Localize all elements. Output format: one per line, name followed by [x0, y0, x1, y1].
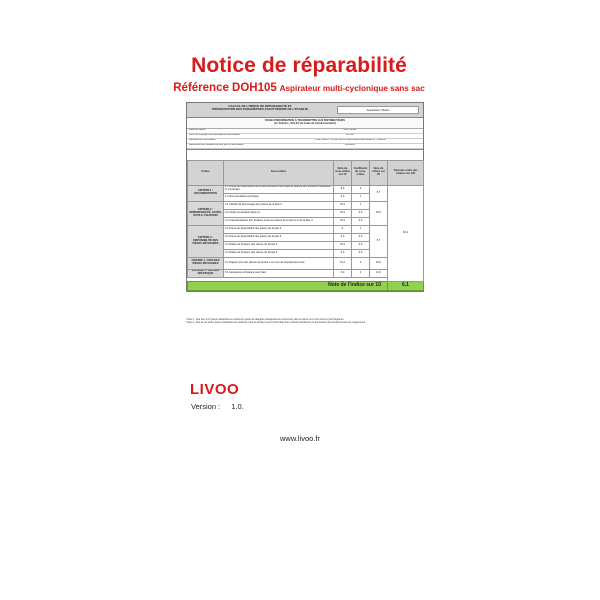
- fiche-info: [187, 118, 423, 129]
- sub-criterion-label: 5.1 Assistance à distance sans frais: [224, 269, 334, 277]
- header-critere: Critère: [188, 160, 224, 185]
- criteria-table: [187, 160, 424, 291]
- product-reference: Référence DOH105: [173, 82, 277, 94]
- header-coef: Coefficient du sous-critère: [352, 160, 370, 185]
- final-score-row: [188, 281, 424, 290]
- version-label: Version :: [191, 402, 221, 411]
- info-label: Date du calcul: [189, 128, 206, 131]
- sub-criterion-note: 10,0: [334, 209, 352, 217]
- version-value: 1.0.: [231, 402, 244, 411]
- sub-criterion-note: 0: [334, 225, 352, 233]
- sub-criterion-note: 10,0: [334, 257, 352, 269]
- sub-criterion-label: 3.1 Durée de disponibilité des pièces de la liste 2: [224, 225, 334, 233]
- sub-criterion-label: 1.2 Documentation technique: [224, 193, 334, 201]
- final-score-value: 6,1: [388, 281, 424, 290]
- sub-criterion-label: 1.1 Durée de disponibilité de la documentation technique et relative aux conseils d'utilisation et d'entretien: [224, 185, 334, 193]
- sub-criterion-note: 4,0: [334, 193, 352, 201]
- header-sous-critere: Sous-critère: [224, 160, 334, 185]
- final-score-label: Note de l'indice sur 10: [188, 281, 388, 290]
- total-score: 63,2: [388, 185, 424, 281]
- header-total: Total des notes des critères sur 100: [388, 160, 424, 185]
- criterion-name: CRITÈRE 3 : DISPONIBILITÉ DES PIÈCES DÉTACHÉES: [188, 225, 224, 257]
- footnote: *Liste 3 : liste de 10 autres pièces détachées au maximum hors de la liste 2 qui ont fait l'objet d'un contrôle fonctionnel ou directement au fonctionnement de l'équipement.: [186, 321, 366, 325]
- sub-criterion-coef: 2: [352, 185, 370, 193]
- info-value: 26/07/2022: [343, 128, 357, 131]
- sub-criterion-coef: 2: [352, 269, 370, 277]
- table-row: [188, 185, 424, 193]
- sub-criterion-coef: 1: [352, 193, 370, 201]
- calc-title: [187, 103, 333, 117]
- product-type: Aspirateur (filaire: [337, 106, 419, 114]
- info-value: DOH105: [344, 143, 356, 146]
- criterion-name: CRITÈRE 5 : CRITÈRE SPÉCIFIQUE: [188, 269, 224, 277]
- sub-criterion-coef: 2: [352, 257, 370, 269]
- sub-criterion-note: 2,0: [334, 233, 352, 241]
- sub-criterion-label: 2.2 Outils nécessaires (liste 2): [224, 209, 334, 217]
- criterion-name: CRITÈRE 1 : DOCUMENTATION: [188, 185, 224, 201]
- calc-title-line-2: PRÉSENTATION DES PARAMÈTRES AYANT PERMIS DE L'ÉTABLIR: [212, 107, 308, 112]
- fiche-line-2: (cf. Article L. 541-9-2 du Code de l'environnement): [274, 121, 336, 125]
- supplier-info: [187, 129, 423, 150]
- product-description: Aspirateur multi-cyclonique sans sac: [279, 84, 425, 93]
- sub-criterion-coef: 0,2: [352, 249, 370, 257]
- sub-criterion-label: 2.1 Facilité de démontage des pièces de la liste 2: [224, 201, 334, 209]
- sub-criterion-note: 6,0: [334, 269, 352, 277]
- sheet-header: [187, 103, 423, 118]
- criterion-name: CRITÈRE 4 : PRIX DES PIÈCES DÉTACHÉES: [188, 257, 224, 269]
- criterion-note: 5,7: [370, 225, 388, 257]
- info-value: LIVOO: [346, 133, 354, 136]
- info-row: [187, 144, 423, 149]
- reparability-sheet: [186, 102, 424, 292]
- header-note-sous: Note du sous-critère sur 10: [334, 160, 352, 185]
- criterion-name: CRITÈRE 2 : DÉMONTABILITÉ, ACCÈS, OUTILS, FIXATIONS: [188, 201, 224, 225]
- sub-criterion-label: 2.3 Caractéristiques des fixations entre les pièces de la liste 2 et de la liste 3: [224, 217, 334, 225]
- sub-criterion-coef: 0,5: [352, 217, 370, 225]
- criterion-note: 20,0: [370, 257, 388, 269]
- info-label: Adresse du fournisseur: [189, 138, 216, 141]
- footnotes: [186, 318, 422, 324]
- sub-criterion-note: 10,0: [334, 201, 352, 209]
- sub-criterion-coef: 0,5: [352, 233, 370, 241]
- sub-criterion-label: 3.2 Durée de disponibilité des pièces de la liste 3: [224, 233, 334, 241]
- criterion-note: 5,7: [370, 185, 388, 201]
- info-value: 1 rue Peclet - 87400 SAINT-LEONARD-DE-NOBLAT - France: [314, 138, 386, 141]
- website-link[interactable]: www.livoo.fr: [279, 434, 320, 443]
- criterion-note: 12,0: [370, 269, 388, 277]
- sub-criterion-coef: 0,5: [352, 209, 370, 217]
- sub-criterion-label: 3.3 Délais de livraison des pièces de la liste 2: [224, 241, 334, 249]
- criterion-note: 20,0: [370, 201, 388, 225]
- sub-criterion-note: 2,0: [334, 249, 352, 257]
- sub-criterion-note: 6,0: [334, 185, 352, 193]
- fiche-line-1: FICHE D'INFORMATION À TRANSMETTRE AUX DISTRIBUTEURS: [265, 119, 345, 122]
- footnote: *Liste 2 : liste des 3 à 5 pièces détachées au maximum (selon la catégorie d'équipements concernée) dont le panne ou le bris sont les plus fréquents.: [186, 318, 345, 321]
- version-info: [191, 402, 244, 411]
- livoo-logo: LIVOO: [190, 381, 240, 398]
- calc-title-line-1: CALCUL DE L'INDICE DE RÉPARABILITÉ ET: [228, 104, 292, 108]
- header-note-critere: Note du critère sur 20: [370, 160, 388, 185]
- info-label: Référence du modèle donnée par le fournisseur: [189, 143, 244, 146]
- sub-criterion-label: 3.4 Délais de livraison des pièces de la liste 3: [224, 249, 334, 257]
- sub-criterion-coef: 1: [352, 225, 370, 233]
- sub-criterion-note: 10,0: [334, 217, 352, 225]
- page-subtitle: [158, 82, 440, 94]
- info-label: Nom ou marque commerciale du fournisseur: [189, 133, 241, 136]
- sub-criterion-note: 10,0: [334, 241, 352, 249]
- sub-criterion-coef: 0,5: [352, 241, 370, 249]
- page-title: Notice de réparabilité: [191, 54, 407, 77]
- sub-criterion-coef: 1: [352, 201, 370, 209]
- sub-criterion-label: 4.1 Rapport prix des pièces de la liste 2 sur prix de l'équipement neuf: [224, 257, 334, 269]
